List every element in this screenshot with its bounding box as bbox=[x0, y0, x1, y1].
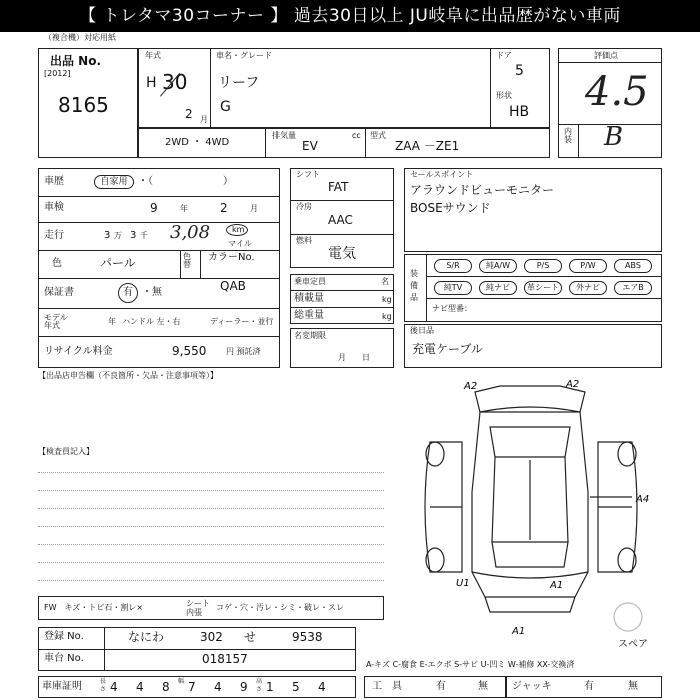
exhibitor-label: 【出品店申告欄（不良箇所・欠品・注意事項等）】 bbox=[38, 371, 218, 380]
shaken-year: 9 bbox=[150, 201, 158, 215]
equipment-row2-item-2: 革シート bbox=[524, 281, 562, 295]
equipment-row2-item-1: 純ナビ bbox=[479, 281, 517, 295]
shift-value: FAT bbox=[328, 180, 349, 194]
shaken-month: 2 bbox=[220, 201, 228, 215]
jack-no: 無 bbox=[628, 681, 638, 692]
certificate-digit-8: 4 bbox=[318, 680, 326, 694]
certificate-digit-6: 1 bbox=[266, 680, 274, 694]
shift-label: シフト bbox=[296, 170, 320, 179]
mileage-label: 走行 bbox=[44, 230, 64, 241]
nenshiki-month-unit: 月 bbox=[200, 115, 208, 124]
type-value: ZAA －ZE1 bbox=[395, 139, 460, 153]
color-label: 色 bbox=[52, 258, 62, 269]
shaken-year-unit: 年 bbox=[180, 204, 188, 213]
lot-number: 8165 bbox=[58, 93, 109, 117]
meihen-label: 名変期限 bbox=[294, 331, 326, 340]
equipment-row1-item-1: 純A/W bbox=[479, 259, 517, 273]
model-label: 車名・グレード bbox=[216, 51, 272, 60]
mileage-man: 3 bbox=[104, 230, 111, 241]
capacity-unit2: kg bbox=[382, 295, 392, 304]
aircon-value: AAC bbox=[328, 213, 353, 227]
sales-point-line1: アラウンドビューモニター bbox=[410, 183, 555, 197]
tools-yes: 有 bbox=[436, 681, 446, 692]
mileage-mile: マイル bbox=[228, 239, 252, 248]
shape-value: HB bbox=[509, 104, 530, 120]
rating-score: 4.5 bbox=[585, 69, 649, 115]
lot-label: 出品 No. bbox=[50, 54, 102, 68]
spare-label: スペア bbox=[618, 639, 648, 650]
certificate-tag-2: 高さ bbox=[256, 678, 263, 693]
inspector-label: 【検査員記入】 bbox=[38, 447, 94, 456]
warranty-no: ・無 bbox=[142, 287, 162, 298]
model-year-handle: ハンドル 左・右 bbox=[122, 317, 181, 326]
accessory-label: 後日品 bbox=[410, 326, 434, 335]
jack-label: ジャッキ bbox=[512, 681, 552, 692]
equipment-row2-item-4: エアB bbox=[614, 281, 652, 295]
registration-area: なにわ bbox=[128, 630, 165, 644]
nenshiki-label: 年式 bbox=[145, 51, 161, 60]
fuel-value: 電気 bbox=[328, 246, 356, 262]
mileage-man-unit: 万 bbox=[114, 231, 122, 240]
model-name: リーフ bbox=[218, 75, 260, 91]
type-label: 型式 bbox=[370, 131, 386, 140]
color-no-label: カラーNo. bbox=[208, 252, 255, 263]
damage-mark-right-side: A4 bbox=[636, 494, 650, 505]
sales-point-line2: BOSEサウンド bbox=[410, 201, 491, 215]
certificate-digit-7: 5 bbox=[292, 680, 300, 694]
registration-label: 登録 No. bbox=[44, 631, 84, 642]
registration-number: 9538 bbox=[292, 630, 323, 644]
certificate-digit-4: 4 bbox=[214, 680, 222, 694]
damage-mark-front-left: A2 bbox=[464, 381, 478, 392]
drive-label: 2WD ・ 4WD bbox=[165, 137, 230, 148]
damage-mark-rear-right: A1 bbox=[550, 580, 564, 591]
recycle-label: リサイクル料金 bbox=[44, 346, 113, 357]
interior-value: B bbox=[604, 122, 624, 152]
color-no-value: QAB bbox=[220, 279, 246, 293]
equipment-row1-item-2: P/S bbox=[524, 259, 562, 273]
car-diagram bbox=[400, 372, 662, 642]
recycle-unit: 円 預託済 bbox=[226, 347, 261, 356]
chassis-value: 018157 bbox=[202, 652, 248, 666]
registration-class: 302 bbox=[200, 630, 223, 644]
capacity-label3: 総重量 bbox=[294, 310, 324, 321]
banner: 【 トレタマ30コーナー 】 過去30日以上 JU岐阜に出品歴がない車両 bbox=[0, 0, 700, 32]
interior-label: 内装 bbox=[564, 127, 572, 144]
equipment-row1-item-0: S/R bbox=[434, 259, 472, 273]
checks-damage: コゲ・穴・汚レ・シミ・破レ・スレ bbox=[216, 603, 344, 612]
warranty-label: 保証書 bbox=[44, 287, 74, 298]
capacity-label1: 乗車定員 bbox=[294, 277, 326, 286]
certificate-digit-2: 8 bbox=[162, 680, 170, 694]
doors-label: ドア bbox=[496, 51, 512, 60]
warranty-yes: 有 bbox=[123, 287, 133, 298]
certificate-tag-1: 幅 bbox=[178, 678, 185, 685]
mileage-sen-unit: 千 bbox=[140, 231, 148, 240]
accessory-value: 充電ケーブル bbox=[412, 342, 483, 356]
fuel-label: 燃料 bbox=[296, 236, 312, 245]
equipment-row1-item-4: ABS bbox=[614, 259, 652, 273]
model-year-year: 年 bbox=[108, 317, 116, 326]
cc-unit: cc bbox=[352, 131, 361, 140]
tools-no: 無 bbox=[478, 681, 488, 692]
history-rest: ・（ ） bbox=[138, 176, 233, 187]
shape-label: 形状 bbox=[496, 91, 512, 100]
jack-yes: 有 bbox=[584, 681, 594, 692]
certificate-digit-1: 4 bbox=[136, 680, 144, 694]
certificate-digit-5: 9 bbox=[240, 680, 248, 694]
equipment-label: 装備品 bbox=[410, 269, 418, 302]
doors-value: 5 bbox=[515, 63, 524, 79]
equipment-row2-item-3: 外ナビ bbox=[569, 281, 607, 295]
damage-mark-front-right: A2 bbox=[566, 379, 580, 390]
nenshiki-year: 30 bbox=[162, 70, 188, 94]
model-year-label: モデル年式 bbox=[44, 313, 68, 330]
info-box bbox=[38, 168, 280, 368]
meihen-unit: 月 日 bbox=[338, 353, 370, 362]
certificate-tag-0: 長さ bbox=[100, 678, 107, 693]
aircon-label: 冷房 bbox=[296, 202, 312, 211]
sales-point-label: セールスポイント bbox=[410, 170, 474, 179]
damage-mark-rear-bumper: A1 bbox=[512, 626, 526, 637]
legend: A-キズ C-腐食 E-エクボ S-サビ U-凹ミ W-補修 XX-交換済 bbox=[366, 660, 575, 669]
displacement-value: EV bbox=[302, 139, 318, 153]
mileage-km: km bbox=[232, 225, 245, 234]
history-label: 車歴 bbox=[44, 176, 64, 187]
mileage-hand: 3,08 bbox=[170, 222, 211, 243]
equipment-row1-item-3: P/W bbox=[569, 259, 607, 273]
color-change-label: 色替 bbox=[183, 252, 191, 269]
tools-label: 工 具 bbox=[372, 681, 402, 692]
sub-note: （複合機）対応用紙 bbox=[44, 33, 116, 42]
capacity-label2: 積載量 bbox=[294, 293, 324, 304]
certificate-label: 車庫証明 bbox=[42, 681, 82, 692]
model-year-dealer: ディーラー・並行 bbox=[210, 317, 274, 326]
mileage-sen: 3 bbox=[130, 230, 137, 241]
registration-kana: せ bbox=[244, 630, 257, 644]
capacity-unit1: 名 bbox=[381, 277, 389, 286]
checks-seat: シート 内張 bbox=[186, 599, 210, 617]
nenshiki-era: H bbox=[146, 75, 157, 91]
lot-year-tag: [2012] bbox=[44, 69, 71, 78]
nenshiki-month: 2 bbox=[185, 107, 193, 121]
shaken-label: 車検 bbox=[44, 202, 64, 213]
damage-mark-rear-left: U1 bbox=[456, 578, 470, 589]
color-value: パール bbox=[100, 256, 136, 270]
rating-label: 評価点 bbox=[594, 51, 618, 60]
recycle-amount: 9,550 bbox=[172, 344, 207, 358]
capacity-unit3: kg bbox=[382, 312, 392, 321]
chassis-label: 車台 No. bbox=[44, 653, 84, 664]
certificate-digit-3: 7 bbox=[188, 680, 196, 694]
equipment-row2-item-0: 純TV bbox=[434, 281, 472, 295]
model-grade: G bbox=[220, 99, 231, 115]
navi-label: ナビ型番： bbox=[432, 304, 472, 313]
checks-fw: FW キズ・トビ石・割レ× bbox=[44, 603, 144, 612]
shaken-month-unit: 月 bbox=[250, 204, 258, 213]
certificate-box bbox=[38, 676, 356, 698]
displacement-label: 排気量 bbox=[272, 131, 296, 140]
certificate-digit-0: 4 bbox=[110, 680, 118, 694]
history-value: 自家用 bbox=[94, 175, 134, 189]
